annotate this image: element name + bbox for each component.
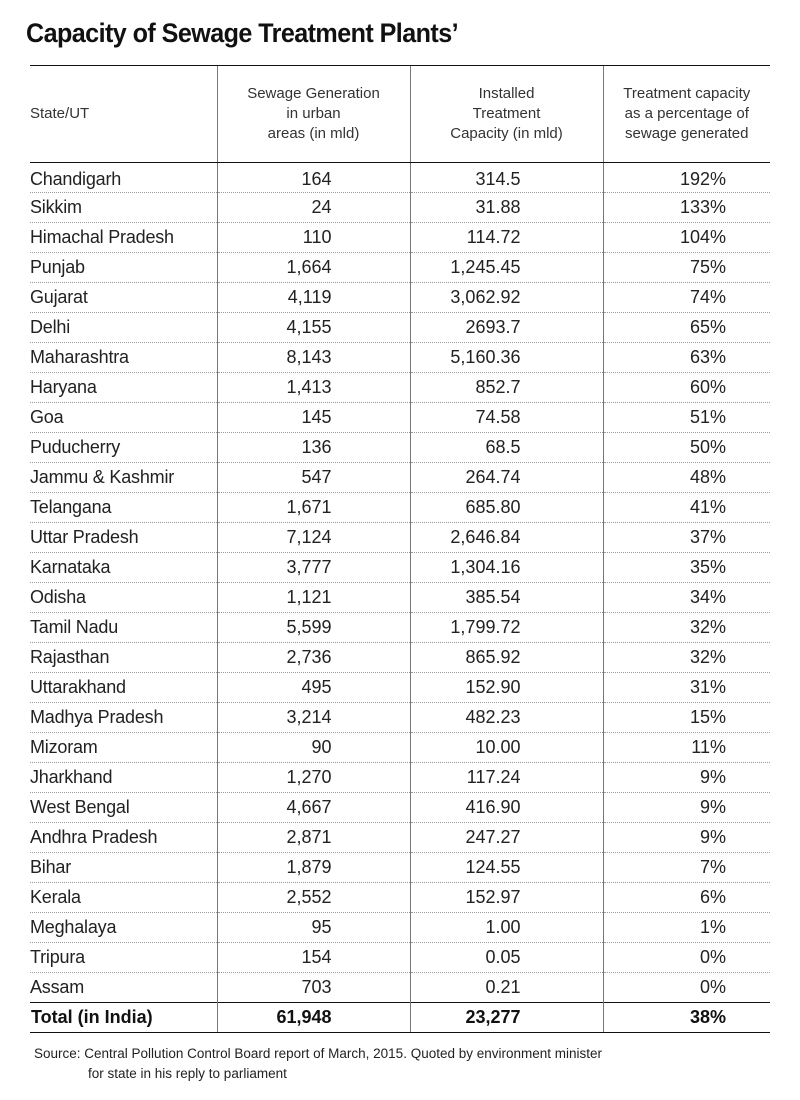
table-row: [30, 793, 770, 823]
capacity-percentage: 9%: [603, 823, 770, 853]
header-line: as a percentage of: [624, 105, 749, 122]
capacity-percentage: 32%: [603, 613, 770, 643]
sewage-generation: 547: [217, 463, 410, 493]
table-row: [30, 493, 770, 523]
sewage-generation: 3,214: [217, 703, 410, 733]
sewage-generation: 1,270: [217, 763, 410, 793]
installed-capacity: 124.55: [410, 853, 603, 883]
total-capacity-percentage: 38%: [603, 1003, 770, 1033]
header-line: Capacity (in mld): [450, 125, 563, 142]
installed-capacity: 31.88: [410, 193, 603, 223]
state-name: Mizoram: [30, 733, 217, 763]
capacity-percentage: 15%: [603, 703, 770, 733]
header-capacity-percentage: [603, 66, 770, 163]
header-line: sewage generated: [625, 125, 749, 142]
installed-capacity: 865.92: [410, 643, 603, 673]
installed-capacity: 1,799.72: [410, 613, 603, 643]
total-installed-capacity: 23,277: [410, 1003, 603, 1033]
installed-capacity: 314.5: [410, 163, 603, 193]
state-name: Jharkhand: [30, 763, 217, 793]
source-line-2: for state in his reply to parliament: [88, 1066, 287, 1081]
capacity-percentage: 7%: [603, 853, 770, 883]
table-row: [30, 913, 770, 943]
capacity-percentage: 31%: [603, 673, 770, 703]
sewage-generation: 90: [217, 733, 410, 763]
table-row: [30, 823, 770, 853]
state-name: Haryana: [30, 373, 217, 403]
sewage-generation: 2,552: [217, 883, 410, 913]
table-row: [30, 223, 770, 253]
capacity-percentage: 9%: [603, 763, 770, 793]
sewage-generation: 8,143: [217, 343, 410, 373]
capacity-percentage: 60%: [603, 373, 770, 403]
capacity-percentage: 9%: [603, 793, 770, 823]
capacity-percentage: 0%: [603, 973, 770, 1003]
capacity-percentage: 51%: [603, 403, 770, 433]
capacity-percentage: 1%: [603, 913, 770, 943]
sewage-generation: 3,777: [217, 553, 410, 583]
installed-capacity: 0.05: [410, 943, 603, 973]
state-name: Tamil Nadu: [30, 613, 217, 643]
table-row: [30, 883, 770, 913]
state-name: Gujarat: [30, 283, 217, 313]
source-line-1: Source: Central Pollution Control Board report of March, 2015. Quoted by environment minister: [34, 1046, 603, 1061]
installed-capacity: 416.90: [410, 793, 603, 823]
header-line: State/UT: [30, 105, 90, 122]
state-name: Meghalaya: [30, 913, 217, 943]
state-name: West Bengal: [30, 793, 217, 823]
state-name: Kerala: [30, 883, 217, 913]
total-sewage-generation: 61,948: [217, 1003, 410, 1033]
installed-capacity: 3,062.92: [410, 283, 603, 313]
table-row: [30, 943, 770, 973]
table-row: [30, 283, 770, 313]
installed-capacity: 152.97: [410, 883, 603, 913]
installed-capacity: 152.90: [410, 673, 603, 703]
state-name: Puducherry: [30, 433, 217, 463]
installed-capacity: 117.24: [410, 763, 603, 793]
table-row: [30, 733, 770, 763]
sewage-generation: 1,879: [217, 853, 410, 883]
sewage-generation: 164: [217, 163, 410, 193]
sewage-generation: 145: [217, 403, 410, 433]
installed-capacity: 385.54: [410, 583, 603, 613]
header-line: Treatment: [472, 105, 541, 122]
state-name: Karnataka: [30, 553, 217, 583]
sewage-generation: 154: [217, 943, 410, 973]
table-row: [30, 853, 770, 883]
total-row: [30, 1003, 770, 1033]
state-name: Assam: [30, 973, 217, 1003]
installed-capacity: 68.5: [410, 433, 603, 463]
state-name: Chandigarh: [30, 163, 217, 193]
header-installed-capacity: [410, 66, 603, 163]
capacity-percentage: 50%: [603, 433, 770, 463]
sewage-generation: 2,736: [217, 643, 410, 673]
capacity-percentage: 133%: [603, 193, 770, 223]
table-row: [30, 613, 770, 643]
installed-capacity: 247.27: [410, 823, 603, 853]
sewage-generation: 24: [217, 193, 410, 223]
sewage-generation: 110: [217, 223, 410, 253]
header-sewage-generation: [217, 66, 410, 163]
header-line: Treatment capacity: [623, 85, 751, 102]
state-name: Uttar Pradesh: [30, 523, 217, 553]
table-row: [30, 643, 770, 673]
capacity-percentage: 48%: [603, 463, 770, 493]
capacity-percentage: 192%: [603, 163, 770, 193]
state-name: Jammu & Kashmir: [30, 463, 217, 493]
capacity-percentage: 32%: [603, 643, 770, 673]
header-line: in urban: [286, 105, 341, 122]
state-name: Rajasthan: [30, 643, 217, 673]
header-line: areas (in mld): [267, 125, 360, 142]
sewage-generation: 4,155: [217, 313, 410, 343]
table-row: [30, 343, 770, 373]
installed-capacity: 1,304.16: [410, 553, 603, 583]
header-line: Sewage Generation: [247, 85, 380, 102]
table-row: [30, 433, 770, 463]
installed-capacity: 5,160.36: [410, 343, 603, 373]
state-name: Uttarakhand: [30, 673, 217, 703]
installed-capacity: 2693.7: [410, 313, 603, 343]
state-name: Goa: [30, 403, 217, 433]
state-name: Bihar: [30, 853, 217, 883]
state-name: Sikkim: [30, 193, 217, 223]
installed-capacity: 852.7: [410, 373, 603, 403]
table-row: [30, 403, 770, 433]
table-row: [30, 193, 770, 223]
table-row: [30, 673, 770, 703]
sewage-generation: 1,671: [217, 493, 410, 523]
table-row: [30, 463, 770, 493]
capacity-percentage: 104%: [603, 223, 770, 253]
installed-capacity: 1,245.45: [410, 253, 603, 283]
header-line: Installed: [478, 85, 535, 102]
capacity-percentage: 35%: [603, 553, 770, 583]
installed-capacity: 114.72: [410, 223, 603, 253]
installed-capacity: 264.74: [410, 463, 603, 493]
state-name: Punjab: [30, 253, 217, 283]
sewage-generation: 1,121: [217, 583, 410, 613]
capacity-percentage: 41%: [603, 493, 770, 523]
installed-capacity: 10.00: [410, 733, 603, 763]
table-row: [30, 763, 770, 793]
table-row: [30, 373, 770, 403]
sewage-generation: 4,119: [217, 283, 410, 313]
capacity-percentage: 6%: [603, 883, 770, 913]
state-name: Maharashtra: [30, 343, 217, 373]
capacity-percentage: 0%: [603, 943, 770, 973]
sewage-generation: 703: [217, 973, 410, 1003]
table-row: [30, 703, 770, 733]
capacity-percentage: 11%: [603, 733, 770, 763]
table-row: [30, 973, 770, 1003]
header-state: [30, 66, 217, 163]
sewage-generation: 4,667: [217, 793, 410, 823]
sewage-generation: 2,871: [217, 823, 410, 853]
table-body: [30, 163, 770, 1003]
capacity-percentage: 63%: [603, 343, 770, 373]
sewage-generation: 5,599: [217, 613, 410, 643]
table-row: [30, 163, 770, 193]
installed-capacity: 1.00: [410, 913, 603, 943]
sewage-generation: 1,664: [217, 253, 410, 283]
installed-capacity: 74.58: [410, 403, 603, 433]
table-row: [30, 253, 770, 283]
installed-capacity: 2,646.84: [410, 523, 603, 553]
sewage-generation: 495: [217, 673, 410, 703]
state-name: Telangana: [30, 493, 217, 523]
state-name: Madhya Pradesh: [30, 703, 217, 733]
source-note: [34, 1044, 754, 1084]
capacity-percentage: 74%: [603, 283, 770, 313]
sewage-generation: 136: [217, 433, 410, 463]
state-name: Andhra Pradesh: [30, 823, 217, 853]
capacity-percentage: 37%: [603, 523, 770, 553]
sewage-generation: 7,124: [217, 523, 410, 553]
table-row: [30, 583, 770, 613]
installed-capacity: 482.23: [410, 703, 603, 733]
table-row: [30, 553, 770, 583]
table-header-row: [30, 66, 770, 163]
state-name: Himachal Pradesh: [30, 223, 217, 253]
sewage-generation: 95: [217, 913, 410, 943]
capacity-percentage: 75%: [603, 253, 770, 283]
state-name: Tripura: [30, 943, 217, 973]
table-row: [30, 313, 770, 343]
total-label: Total (in India): [30, 1003, 217, 1033]
state-name: Odisha: [30, 583, 217, 613]
sewage-generation: 1,413: [217, 373, 410, 403]
sewage-capacity-table: [30, 65, 770, 1033]
table-row: [30, 523, 770, 553]
capacity-percentage: 65%: [603, 313, 770, 343]
installed-capacity: 685.80: [410, 493, 603, 523]
capacity-percentage: 34%: [603, 583, 770, 613]
page-title: Capacity of Sewage Treatment Plants’: [26, 18, 459, 48]
state-name: Delhi: [30, 313, 217, 343]
installed-capacity: 0.21: [410, 973, 603, 1003]
